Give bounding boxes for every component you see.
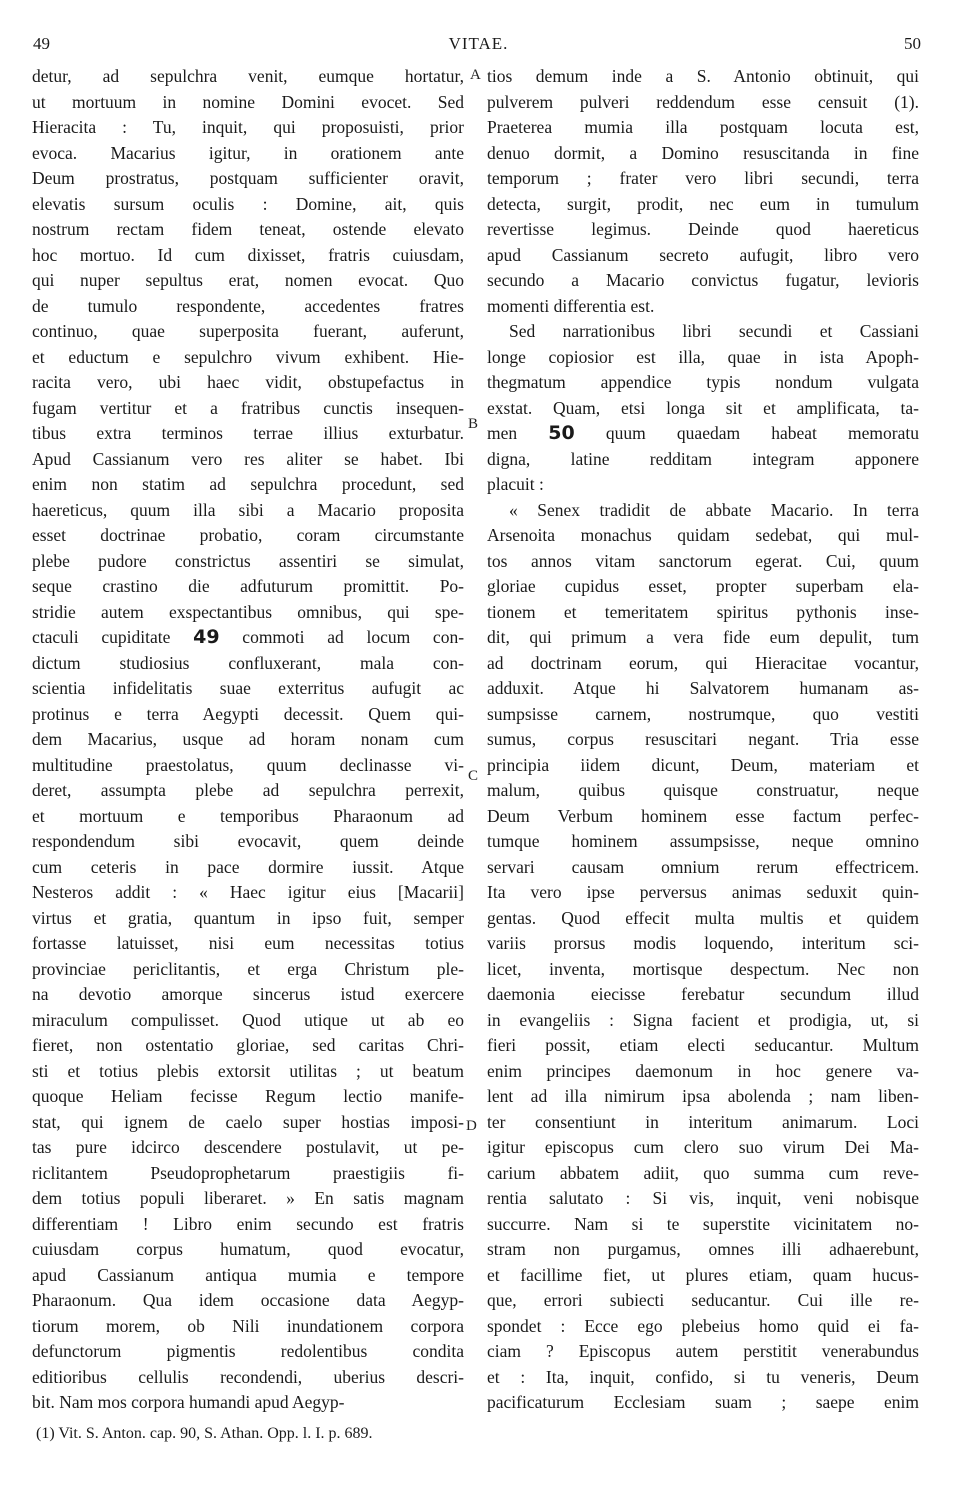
text-line: editioribus cellulis recondendi, uberius descri- [32, 1366, 464, 1387]
text-line: igitur episcopus cum clero suo virum Dei Ma- [487, 1137, 919, 1157]
text-line: gloriae cupidus esset, propter superbam ela- [487, 576, 919, 596]
text-line: tibus extra terminos terrae illius exturbatur. [32, 423, 464, 443]
text-line: Hieracita : Tu, inquit, qui proposuisti, prior [32, 117, 464, 137]
text-line: fugam vertitur et a fratribus cunctis insequen- [32, 397, 464, 418]
text-line: carium abbatem adiit, quo summa cum reve- [487, 1162, 919, 1183]
text-line: tumque hominem assumpsisse, neque omnino [487, 831, 919, 851]
text-fragment: men [487, 423, 518, 443]
text-line: pacificaturum Ecclesiam suam ; saepe enim [487, 1392, 919, 1412]
text-line: ter consentiunt in interitum animarum. Loci [487, 1111, 919, 1132]
text-line: detur, ad sepulchra venit, eumque hortatur, [32, 66, 464, 86]
text-line: tiorum morem, ob Nili inundationem corpora [32, 1315, 464, 1336]
running-header [0, 34, 957, 58]
text-line: apud Cassianum antiqua mumia e tempore [32, 1264, 464, 1285]
text-line: ad doctrinam eorum, qui Hieracitae vocantur, [487, 652, 919, 673]
text-line: sti et totius plebis extorsit utilitas ; ut beatum [32, 1060, 464, 1081]
text-line: racita vero, ubi haec vidit, obstupefactus in [32, 372, 464, 392]
running-title: VITAE. [448, 34, 509, 53]
text-line: Apud Cassianum vero res aliter se habet. Ibi [32, 448, 464, 469]
footnote: (1) Vit. S. Anton. cap. 90, S. Athan. Opp. l. I. p. 689. [36, 1425, 373, 1442]
text-line: Deum prostratus, postquam sufficienter oravit, [32, 168, 464, 188]
text-line: exstat. Quam, etsi longa sit et amplificata, ta- [487, 397, 919, 418]
text-line: multitudine praestolatus, quum declinasse vi- [32, 754, 464, 775]
text-line: defunctorum pigmentis redolentibus condita [32, 1341, 464, 1361]
text-line: pulverem pulveri reddendum esse censuit (1). [487, 91, 919, 112]
text-line: Ita vero ipse perversus animas seduxit quin- [487, 882, 919, 902]
text-line: succurre. Nam si te superstite vicinitatem no- [487, 1213, 919, 1234]
text-fragment: commoti ad locum con- [242, 627, 464, 647]
text-line: temporum ; frater vero libri secundi, terra [487, 168, 919, 188]
text-line: denuo dormit, a Domino resuscitanda in fine [487, 142, 919, 163]
text-line: miraculum compulisset. Quod utique ut ab eo [32, 1009, 464, 1030]
text-line: ciam ? Episcopus autem perstitit venerabundus [487, 1341, 919, 1361]
text-line: dit, qui primum a vera fide eum depulit, tum [487, 627, 919, 647]
text-line: placuit : [487, 474, 544, 494]
text-line: secundo a Macario convictus fugatur, levioris [487, 270, 919, 290]
text-line: cuiusdam corpus humatum, quod evocatur, [32, 1239, 464, 1259]
text-line: haereticus, quum illa sibi a Macario proposita [32, 499, 464, 520]
margin-marker-c: C [468, 768, 479, 784]
text-line: plebe pudore constrictus assentiri se simulat, [32, 550, 464, 571]
text-line: dem totius populi liberaret. » En satis magnam [32, 1188, 464, 1208]
text-line: thegmatum appendice typis nondum vulgata [487, 372, 919, 392]
margin-marker-d: D [466, 1118, 477, 1134]
inline-page-number: 49 [193, 626, 220, 648]
text-line: detecta, surgit, prodit, nec eum in tumulum [487, 193, 919, 214]
text-line: principia iidem dicunt, Deum, materiam et [487, 754, 919, 775]
text-line: enim non statim ad sepulchra procedunt, sed [32, 474, 464, 494]
text-line: evoca. Macarius igitur, in orationem ante [32, 142, 464, 163]
text-line: Sed narrationibus libri secundi et Cassiani [509, 321, 919, 341]
text-line [487, 421, 919, 447]
text-line [32, 625, 464, 651]
text-line: seque crastino die adfuturum promittit. Po- [32, 576, 464, 596]
text-line: malum, quibus quisque construatur, neque [487, 780, 919, 800]
text-line: riclitantem Pseudoprophetarum praestigiis fi- [32, 1162, 464, 1183]
text-line: nostrum rectam fidem teneat, ostende elevato [32, 219, 464, 239]
text-line: que, errori subiecti seducantur. Cui ille re- [487, 1290, 919, 1310]
text-line: adduxit. Atque hi Salvatorem humanam as- [487, 678, 919, 698]
text-line: dem Macarius, usque ad horam nonam cum [32, 729, 464, 749]
text-line: stram non purgamus, omnes illi adhaerebunt, [487, 1239, 919, 1259]
text-line: tionem et temeritatem spiritus pythonis inse- [487, 601, 919, 622]
text-line: virtus et gratia, quantum in ipso fuit, semper [32, 907, 464, 928]
text-line: gentas. Quod effecit multa multis et quidem [487, 907, 919, 928]
text-line: lent ad illa nimirum ipsa abolenda ; nam liben- [487, 1086, 919, 1106]
text-line: elevatis sursum oculis : Domine, ait, quis [32, 193, 464, 214]
text-line: et : Ita, inquit, confido, si tu veneris, Deum [487, 1366, 919, 1387]
text-line: stat, qui ignem de caelo super hostias imposi- [32, 1111, 464, 1132]
text-line: « Senex tradidit de abbate Macario. In terra [509, 499, 919, 520]
text-line: tos annos vitam sanctorum egerat. Cui, quum [487, 550, 919, 571]
text-line: in evangeliis : Signa facient et prodigia, ut, si [487, 1009, 919, 1030]
text-line: quoque Heliam fecisse Regum lectio manife- [32, 1086, 464, 1106]
inline-page-number: 50 [548, 422, 575, 444]
right-page-number: 50 [904, 34, 921, 53]
text-line: ut mortuum in nomine Domini evocet. Sed [32, 91, 464, 112]
text-fragment: quum quaedam habeat memoratu [605, 423, 919, 443]
left-page-number: 49 [33, 34, 50, 53]
right-column [487, 64, 919, 1416]
text-line: fieret, non ostentatio gloriae, sed caritas Chri- [32, 1035, 464, 1055]
text-line: variis prorsus modis loquendo, interitum sci- [487, 933, 919, 953]
text-line: et facillime fiet, ut plures etiam, quam hucus- [487, 1264, 919, 1285]
text-line: longe copiosior est illa, quae in ista Apoph- [487, 346, 919, 367]
text-line: bit. Nam mos corpora humandi apud Aegyp- [32, 1392, 345, 1412]
text-line: respondendum sibi evocavit, quem deinde [32, 831, 464, 851]
text-line: revertisse legimus. Deinde quod haereticus [487, 219, 919, 239]
text-line: sumus, corpus resuscitari negant. Tria esse [487, 729, 919, 749]
text-line: hoc mortuo. Id cum dixisset, fratris cuiusdam, [32, 244, 464, 265]
text-line: rentia salutato : Si vis, inquit, veni nobisque [487, 1188, 919, 1208]
text-line: dictum studiosius confluxerant, mala con- [32, 652, 464, 673]
text-line: licet, inventa, mortisque despectum. Nec non [487, 958, 919, 979]
text-line: esset doctrinae probatio, coram circumstante [32, 525, 464, 545]
text-line: scientia infidelitatis suae exterritus aufugit ac [32, 678, 464, 698]
text-line: deret, assumpta plebe ad sepulchra perrexit, [32, 780, 464, 800]
text-fragment: ctaculi cupiditate [32, 627, 171, 647]
margin-marker-a: A [470, 67, 481, 83]
text-line: servari causam omnium rerum effectricem. [487, 856, 919, 877]
text-line: digna, latine redditam integram apponere [487, 448, 919, 469]
text-line: apud Cassianum secreto aufugit, libro vero [487, 244, 919, 265]
text-line: na devotio amorque sincerus istud exercere [32, 984, 464, 1004]
text-line: daemonia eiecisse ferebatur secundum illud [487, 984, 919, 1004]
text-line: provinciae periclitantis, et erga Christum ple- [32, 958, 464, 979]
text-line: tas pure idcirco descendere postulavit, ut pe- [32, 1137, 464, 1157]
text-line: Arsenoita monachus quidam sedebat, qui mul- [487, 525, 919, 545]
text-line: et mortuum e temporibus Pharaonum ad [32, 805, 464, 826]
text-line: de tumulo respondente, accedentes fratres [32, 295, 464, 316]
text-line: momenti differentia est. [487, 295, 655, 316]
text-line: differentiam ! Libro enim secundo est fratris [32, 1213, 464, 1234]
text-line: Pharaonum. Qua idem occasione data Aegyp- [32, 1290, 464, 1310]
text-line: spondet : Ecce ego plebeius homo quid ei fa- [487, 1315, 919, 1336]
text-line: Deum Verbum hominem esse factum perfec- [487, 805, 919, 826]
text-line: cum ceteris in pace dormire iussit. Atque [32, 856, 464, 877]
text-line: protinus e terra Aegypti decessit. Quem qui- [32, 703, 464, 724]
text-line: sumpsisse carnem, nostrumque, quo vestiti [487, 703, 919, 724]
text-line: stridie autem exspectantibus omnibus, qui spe- [32, 601, 464, 622]
left-column [32, 64, 464, 1416]
text-line: fortasse latuisset, nisi eum necessitas totius [32, 933, 464, 953]
text-line: enim principes daemonum in hoc genere va- [487, 1060, 919, 1081]
text-line: Praeterea mumia illa postquam locuta est, [487, 117, 919, 137]
text-line: Nesteros addit : « Haec igitur eius [Macarii] [32, 882, 464, 902]
text-line: continuo, quae superposita fuerant, auferunt, [32, 321, 464, 341]
margin-marker-b: B [468, 416, 479, 432]
text-line: fieri possit, etiam electi seducantur. Multum [487, 1035, 919, 1055]
text-line: et eductum e sepulchro vivum exhibent. Hie- [32, 346, 464, 367]
text-line: qui nuper sepultus erat, nomen evocat. Quo [32, 270, 464, 290]
text-line: tios demum inde a S. Antonio obtinuit, qui [487, 66, 919, 86]
